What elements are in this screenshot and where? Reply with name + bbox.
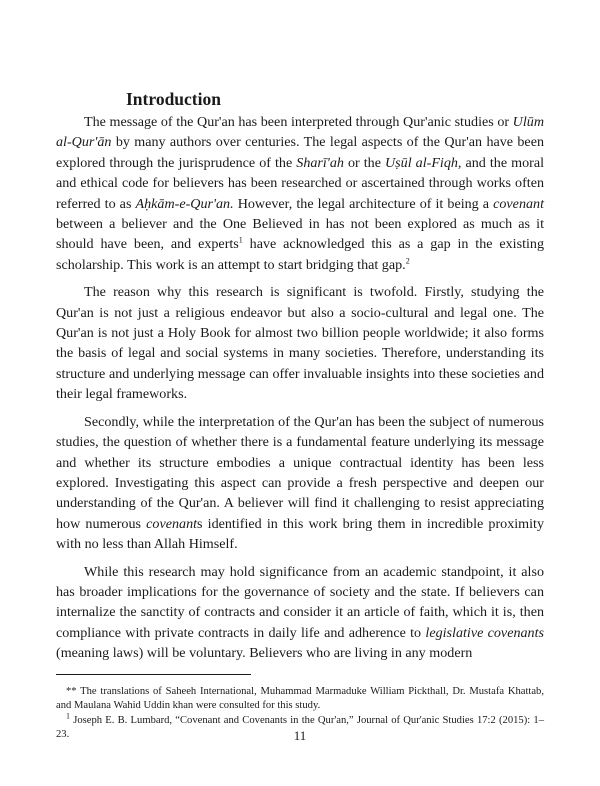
text-run: by many authors over centuries. The legal aspects of the Qur'an have been explored through the jurisprudence of the [56,134,544,171]
italic-term: Ulūm al-Qur'ān [56,114,544,151]
text-run: s identified in this work bring them in incredible proximity with no less than Allah Himself. [56,515,544,553]
paragraph-2: The reason why this research is significant is twofold. Firstly, studying the Qur'an is not just a religious endeavor but also a socio-cultural and legal one. The Qur'an is not just a Holy Book for almost two billion people worldwide; it also forms the basis of legal and social systems in many societies. Therefore, understanding its structure and underlying message can offer invaluable insights into these societies and their legal frameworks. [56,284,544,403]
paragraph-1 [56,112,544,275]
italic-term: covenant [146,515,198,532]
text-run: However, the legal architecture of it being a [233,195,494,212]
footnote-number: 1 [66,711,70,721]
footnote-text: Joseph E. B. Lumbard, “Covenant and Covenants in the Qur'an,” Journal of Qur'anic Studies 17:2 (2015): 1–23. [56,714,544,741]
italic-term: Aḥkām-e-Qur'an. [135,195,234,212]
text-run: and the moral and ethical code for believers has been researched or ascertained through works often referred to as [56,154,545,212]
footnote-ref-2[interactable]: 2 [405,256,410,266]
page-number: 11 [293,728,307,743]
text-run: Secondly, while the interpretation of the Qur'an has been the subject of numerous studies, the question of whether there is a fundamental feature underlying its message and whether its structure embodies a unique contractual identity has been less explored. Investigating this aspect can provide a fresh perspective and deepen our understanding of the Qur'an. A believer will find it challenging to resist appreciating how numerous [56,413,544,532]
italic-term: legislative covenants [425,624,544,641]
footnote-divider [56,674,251,675]
paragraph-3 [56,412,544,555]
text-run: While this research may hold significance from an academic standpoint, it also has broader implications for the governance of society and the state. If believers can internalize the sanctity of contracts and consider it an article of faith, which it is, then compliance with private contracts in daily life and adherence to [56,563,544,641]
italic-term: Uṣūl al-Fiqh, [385,154,462,171]
footnote-translations: ** The translations of Saheeh International, Muhammad Marmaduke William Pickthall, Dr. Mustafa Khattab, and Maulana Wahid Uddin khan were consulted for this study. [56,685,544,712]
text-run: have acknowledged this as a gap in the existing scholarship. This work is an attempt to start bridging that gap. [56,236,545,273]
paragraph-4 [56,562,544,664]
italic-term: Sharī'ah [296,154,344,171]
text-run: or the [343,154,385,171]
footnote-ref-1[interactable]: 1 [238,235,243,245]
section-heading: Introduction [126,89,221,109]
italic-term: covenant [493,195,544,212]
text-run: The message of the Qur'an has been interpreted through Qur'anic studies or [84,114,513,130]
text-run: between a believer and the One Believed in has not been explored as much as it should have been, and experts [56,216,544,253]
text-run: (meaning laws) will be voluntary. Believers who are living in any modern [56,645,473,662]
